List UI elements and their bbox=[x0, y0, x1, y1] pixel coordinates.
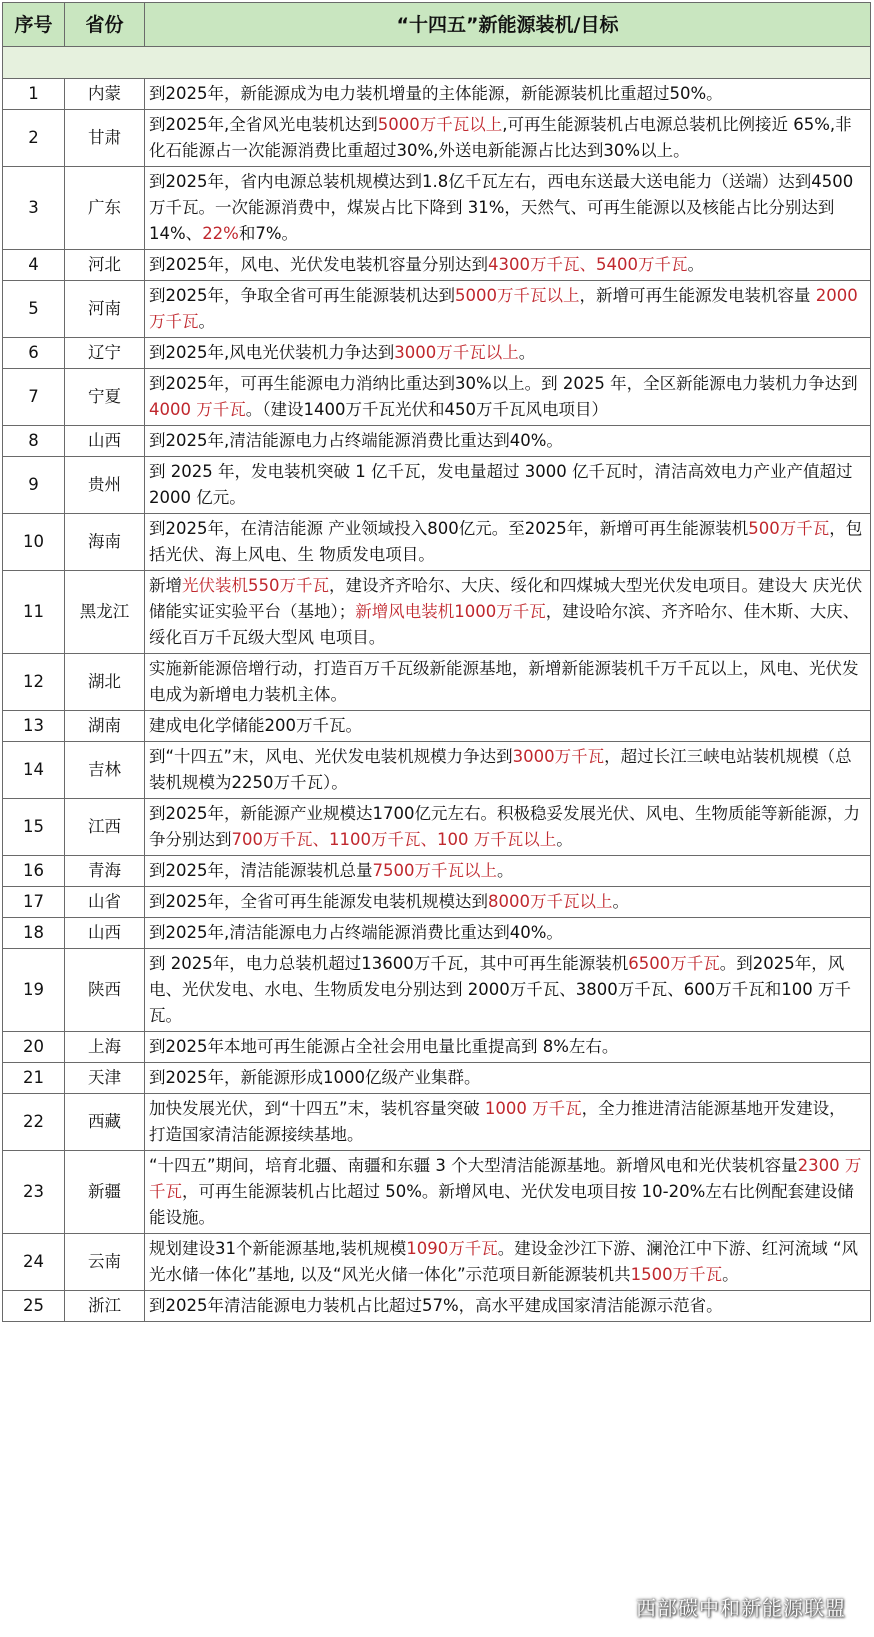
row-number: 20 bbox=[3, 1032, 65, 1063]
highlight-text: 1000 万千瓦 bbox=[484, 1099, 582, 1118]
target-text: 到2025年，省内电源总装机规模达到1.8亿千瓦左右，西电东送最大送电能力（送端）达到4500万千瓦。一次能源消费中，煤炭占比下降到 31%，天然气、可再生能源以及核能占比分别达到14%、 bbox=[149, 172, 854, 243]
target-text: 建成电化学储能200万千瓦。 bbox=[149, 716, 362, 735]
table-row bbox=[3, 110, 871, 167]
row-target bbox=[145, 338, 871, 369]
target-text: ，可再生能源装机占比超过 50%。新增风电、光伏发电项目按 10-20%左右比例配套建设储能设施。 bbox=[149, 1182, 854, 1227]
header-province: 省份 bbox=[65, 3, 145, 47]
target-text: ，全力推进清洁能源基地开发建设， 打造国家清洁能源接续基地。 bbox=[149, 1099, 846, 1144]
wechat-icon bbox=[602, 1595, 630, 1619]
target-text: 到2025年，新能源成为电力装机增量的主体能源，新能源装机比重超过50%。 bbox=[149, 84, 723, 103]
highlight-text: 1090万千瓦 bbox=[406, 1239, 498, 1258]
table-row bbox=[3, 457, 871, 514]
target-text: 。 bbox=[556, 830, 573, 849]
highlight-text: 3000万千瓦 bbox=[512, 747, 605, 766]
target-text: 到 2025年，电力总装机超过13600万千瓦，其中可再生能源装机 bbox=[149, 954, 629, 973]
table-row bbox=[3, 571, 871, 654]
row-province: 上海 bbox=[65, 1032, 145, 1063]
target-text: 到2025年，可再生能源电力消纳比重达到30%以上。到 2025 年，全区新能源电力装机力争达到 bbox=[149, 374, 858, 393]
row-number: 8 bbox=[3, 426, 65, 457]
target-text: 到“十四五”末，风电、光伏发电装机规模力争达到 bbox=[149, 747, 513, 766]
header-row bbox=[3, 3, 871, 47]
target-text: 规划建设31个新能源基地,装机规模 bbox=[149, 1239, 407, 1258]
row-target bbox=[145, 514, 871, 571]
row-province: 内蒙 bbox=[65, 79, 145, 110]
highlight-text: 5000万千瓦以上 bbox=[377, 115, 503, 134]
row-province: 天津 bbox=[65, 1063, 145, 1094]
highlight-text: 新增风电装机1000万千瓦 bbox=[355, 602, 546, 621]
highlight-text: 光伏装机550万千瓦 bbox=[182, 576, 329, 595]
row-province: 山西 bbox=[65, 426, 145, 457]
row-province: 黑龙江 bbox=[65, 571, 145, 654]
row-number: 15 bbox=[3, 799, 65, 856]
row-province: 青海 bbox=[65, 856, 145, 887]
target-text: 到2025年，新能源形成1000亿级产业集群。 bbox=[149, 1068, 481, 1087]
table-row bbox=[3, 1234, 871, 1291]
row-number: 21 bbox=[3, 1063, 65, 1094]
row-number: 13 bbox=[3, 711, 65, 742]
row-target bbox=[145, 426, 871, 457]
target-text: 。到2025年，风电、光伏发电、水电、生物质发电分别达到 2000万千瓦、3800万千瓦、600万千瓦和100 万千瓦。 bbox=[149, 954, 851, 1025]
watermark bbox=[602, 1592, 846, 1621]
row-number: 5 bbox=[3, 281, 65, 338]
table-row bbox=[3, 856, 871, 887]
row-target bbox=[145, 1063, 871, 1094]
row-number: 22 bbox=[3, 1094, 65, 1151]
energy-target-table bbox=[2, 2, 871, 1322]
row-province: 河北 bbox=[65, 250, 145, 281]
row-number: 18 bbox=[3, 918, 65, 949]
highlight-text: 4300万千瓦、5400万千瓦 bbox=[488, 255, 688, 274]
row-number: 16 bbox=[3, 856, 65, 887]
row-target bbox=[145, 1032, 871, 1063]
target-text: 到 2025 年，发电装机突破 1 亿千瓦，发电量超过 3000 亿千瓦时，清洁高效电力产业产值超过 2000 亿元。 bbox=[149, 462, 853, 507]
header-target: “十四五”新能源装机/目标 bbox=[145, 3, 871, 47]
table-row bbox=[3, 1063, 871, 1094]
table-row bbox=[3, 918, 871, 949]
table-row bbox=[3, 1151, 871, 1234]
target-text: 到2025年,清洁能源电力占终端能源消费比重达到40%。 bbox=[149, 923, 563, 942]
row-target bbox=[145, 918, 871, 949]
row-province: 湖南 bbox=[65, 711, 145, 742]
watermark-text: 西部碳中和新能源联盟 bbox=[636, 1596, 846, 1620]
target-text: 实施新能源倍增行动，打造百万千瓦级新能源基地，新增新能源装机千万千瓦以上，风电、光伏发电成为新增电力装机主体。 bbox=[149, 659, 859, 704]
target-text: 到2025年，在清洁能源 产业领域投入800亿元。至2025年，新增可再生能源装机 bbox=[149, 519, 749, 538]
row-number: 24 bbox=[3, 1234, 65, 1291]
row-province: 陕西 bbox=[65, 949, 145, 1032]
table-row bbox=[3, 654, 871, 711]
target-text: 。 bbox=[518, 343, 536, 362]
row-province: 湖北 bbox=[65, 654, 145, 711]
row-target bbox=[145, 742, 871, 799]
table-row bbox=[3, 799, 871, 856]
row-province: 江西 bbox=[65, 799, 145, 856]
highlight-text: 2000 万千瓦 bbox=[149, 286, 858, 331]
row-target bbox=[145, 79, 871, 110]
row-number: 6 bbox=[3, 338, 65, 369]
table-row bbox=[3, 250, 871, 281]
row-number: 10 bbox=[3, 514, 65, 571]
row-province: 山省 bbox=[65, 887, 145, 918]
row-target bbox=[145, 1094, 871, 1151]
row-target bbox=[145, 856, 871, 887]
target-text: 到2025年，全省可再生能源发电装机规模达到 bbox=[149, 892, 488, 911]
table-row bbox=[3, 742, 871, 799]
row-province: 辽宁 bbox=[65, 338, 145, 369]
row-province: 贵州 bbox=[65, 457, 145, 514]
target-text: 加快发展光伏，到“十四五”末，装机容量突破 bbox=[149, 1099, 485, 1118]
row-target bbox=[145, 799, 871, 856]
highlight-text: 7500万千瓦以上 bbox=[372, 861, 497, 880]
target-text: 到2025年，争取全省可再生能源装机达到 bbox=[149, 286, 455, 305]
row-number: 7 bbox=[3, 369, 65, 426]
row-target bbox=[145, 110, 871, 167]
row-number: 23 bbox=[3, 1151, 65, 1234]
row-province: 广东 bbox=[65, 167, 145, 250]
highlight-text: 1500万千瓦 bbox=[630, 1265, 723, 1284]
row-target bbox=[145, 281, 871, 338]
row-target bbox=[145, 1234, 871, 1291]
highlight-text: 22% bbox=[202, 224, 239, 243]
table-row bbox=[3, 426, 871, 457]
table-row bbox=[3, 167, 871, 250]
row-target bbox=[145, 1291, 871, 1322]
row-province: 吉林 bbox=[65, 742, 145, 799]
target-text: ,可再生能源装机占电源总装机比例接近 65%,非化石能源占一次能源消费比重超过30%,外送电新能源占比达到30%以上。 bbox=[149, 115, 852, 160]
table-row bbox=[3, 1094, 871, 1151]
target-text: 。 bbox=[612, 892, 629, 911]
highlight-text: 2300 万千瓦 bbox=[149, 1156, 862, 1201]
target-text: 到2025年，清洁能源装机总量 bbox=[149, 861, 373, 880]
row-target bbox=[145, 167, 871, 250]
row-number: 12 bbox=[3, 654, 65, 711]
table-row bbox=[3, 1032, 871, 1063]
target-text: 。 bbox=[722, 1265, 739, 1284]
target-text: 。（建设1400万千瓦光伏和450万千瓦风电项目） bbox=[245, 400, 608, 419]
row-province: 云南 bbox=[65, 1234, 145, 1291]
target-text: ，包括光伏、海上风电、生 物质发电项目。 bbox=[149, 519, 863, 564]
row-number: 14 bbox=[3, 742, 65, 799]
row-number: 2 bbox=[3, 110, 65, 167]
target-text: “十四五”期间，培育北疆、南疆和东疆 3 个大型清洁能源基地。新增风电和光伏装机容量 bbox=[149, 1156, 798, 1175]
table-row bbox=[3, 514, 871, 571]
header-band bbox=[3, 47, 871, 79]
target-text: ，建设齐齐哈尔、大庆、绥化和四煤城大型光伏发电项目。建设大 庆光伏储能实证实验平台（基地）； bbox=[149, 576, 863, 621]
highlight-text: 6500万千瓦 bbox=[628, 954, 720, 973]
row-number: 4 bbox=[3, 250, 65, 281]
row-province: 西藏 bbox=[65, 1094, 145, 1151]
row-province: 甘肃 bbox=[65, 110, 145, 167]
row-province: 山西 bbox=[65, 918, 145, 949]
target-text: 到2025年,全省风光电装机达到 bbox=[149, 115, 378, 134]
table-row bbox=[3, 338, 871, 369]
row-target bbox=[145, 711, 871, 742]
table-row bbox=[3, 949, 871, 1032]
target-text: 。建设金沙江下游、澜沧江中下游、红河流域 “风光水储一体化”基地, 以及“风光火储一体化”示范项目新能源装机共 bbox=[149, 1239, 859, 1284]
row-province: 河南 bbox=[65, 281, 145, 338]
target-text: 到2025年,清洁能源电力占终端能源消费比重达到40%。 bbox=[149, 431, 563, 450]
target-text: 。 bbox=[687, 255, 704, 274]
row-number: 19 bbox=[3, 949, 65, 1032]
table-row bbox=[3, 79, 871, 110]
row-province: 宁夏 bbox=[65, 369, 145, 426]
row-target bbox=[145, 457, 871, 514]
table-row bbox=[3, 1291, 871, 1322]
header-no: 序号 bbox=[3, 3, 65, 47]
row-number: 3 bbox=[3, 167, 65, 250]
row-target bbox=[145, 369, 871, 426]
row-target bbox=[145, 1151, 871, 1234]
row-target bbox=[145, 949, 871, 1032]
table-row bbox=[3, 711, 871, 742]
table-row bbox=[3, 369, 871, 426]
highlight-text: 500万千瓦 bbox=[748, 519, 830, 538]
row-province: 海南 bbox=[65, 514, 145, 571]
row-province: 新疆 bbox=[65, 1151, 145, 1234]
target-text: 。 bbox=[497, 861, 514, 880]
highlight-text: 700万千瓦、1100万千瓦、100 万千瓦以上 bbox=[231, 830, 557, 849]
table-row bbox=[3, 887, 871, 918]
highlight-text: 8000万千瓦以上 bbox=[488, 892, 613, 911]
target-text: 到2025年本地可再生能源占全社会用电量比重提高到 8%左右。 bbox=[149, 1037, 619, 1056]
target-text: 到2025年，风电、光伏发电装机容量分别达到 bbox=[149, 255, 488, 274]
row-target bbox=[145, 887, 871, 918]
row-target bbox=[145, 250, 871, 281]
row-number: 17 bbox=[3, 887, 65, 918]
target-text: ，超过长江三峡电站装机规模（总装机规模为2250万千瓦）。 bbox=[149, 747, 852, 792]
row-number: 25 bbox=[3, 1291, 65, 1322]
highlight-text: 3000万千瓦以上 bbox=[394, 343, 519, 362]
row-number: 1 bbox=[3, 79, 65, 110]
target-text: 。 bbox=[198, 312, 215, 331]
highlight-text: 5000万千瓦以上 bbox=[455, 286, 580, 305]
row-target bbox=[145, 571, 871, 654]
target-text: ，新增可再生能源发电装机容量 bbox=[579, 286, 816, 305]
highlight-text: 4000 万千瓦 bbox=[149, 400, 246, 419]
target-text: 到2025年清洁能源电力装机占比超过57%，高水平建成国家清洁能源示范省。 bbox=[149, 1296, 723, 1315]
row-number: 9 bbox=[3, 457, 65, 514]
row-target bbox=[145, 654, 871, 711]
target-text: 到2025年,风电光伏装机力争达到 bbox=[149, 343, 395, 362]
target-text: 新增 bbox=[149, 576, 182, 595]
row-number: 11 bbox=[3, 571, 65, 654]
target-text: 和7%。 bbox=[238, 224, 299, 243]
target-text: 到2025年，新能源产业规模达1700亿元左右。积极稳妥发展光伏、风电、生物质能等新能源，力争分别达到 bbox=[149, 804, 860, 849]
table-row bbox=[3, 281, 871, 338]
target-text: ，建设哈尔滨、齐齐哈尔、佳木斯、大庆、绥化百万千瓦级大型风 电项目。 bbox=[149, 602, 860, 647]
row-province: 浙江 bbox=[65, 1291, 145, 1322]
